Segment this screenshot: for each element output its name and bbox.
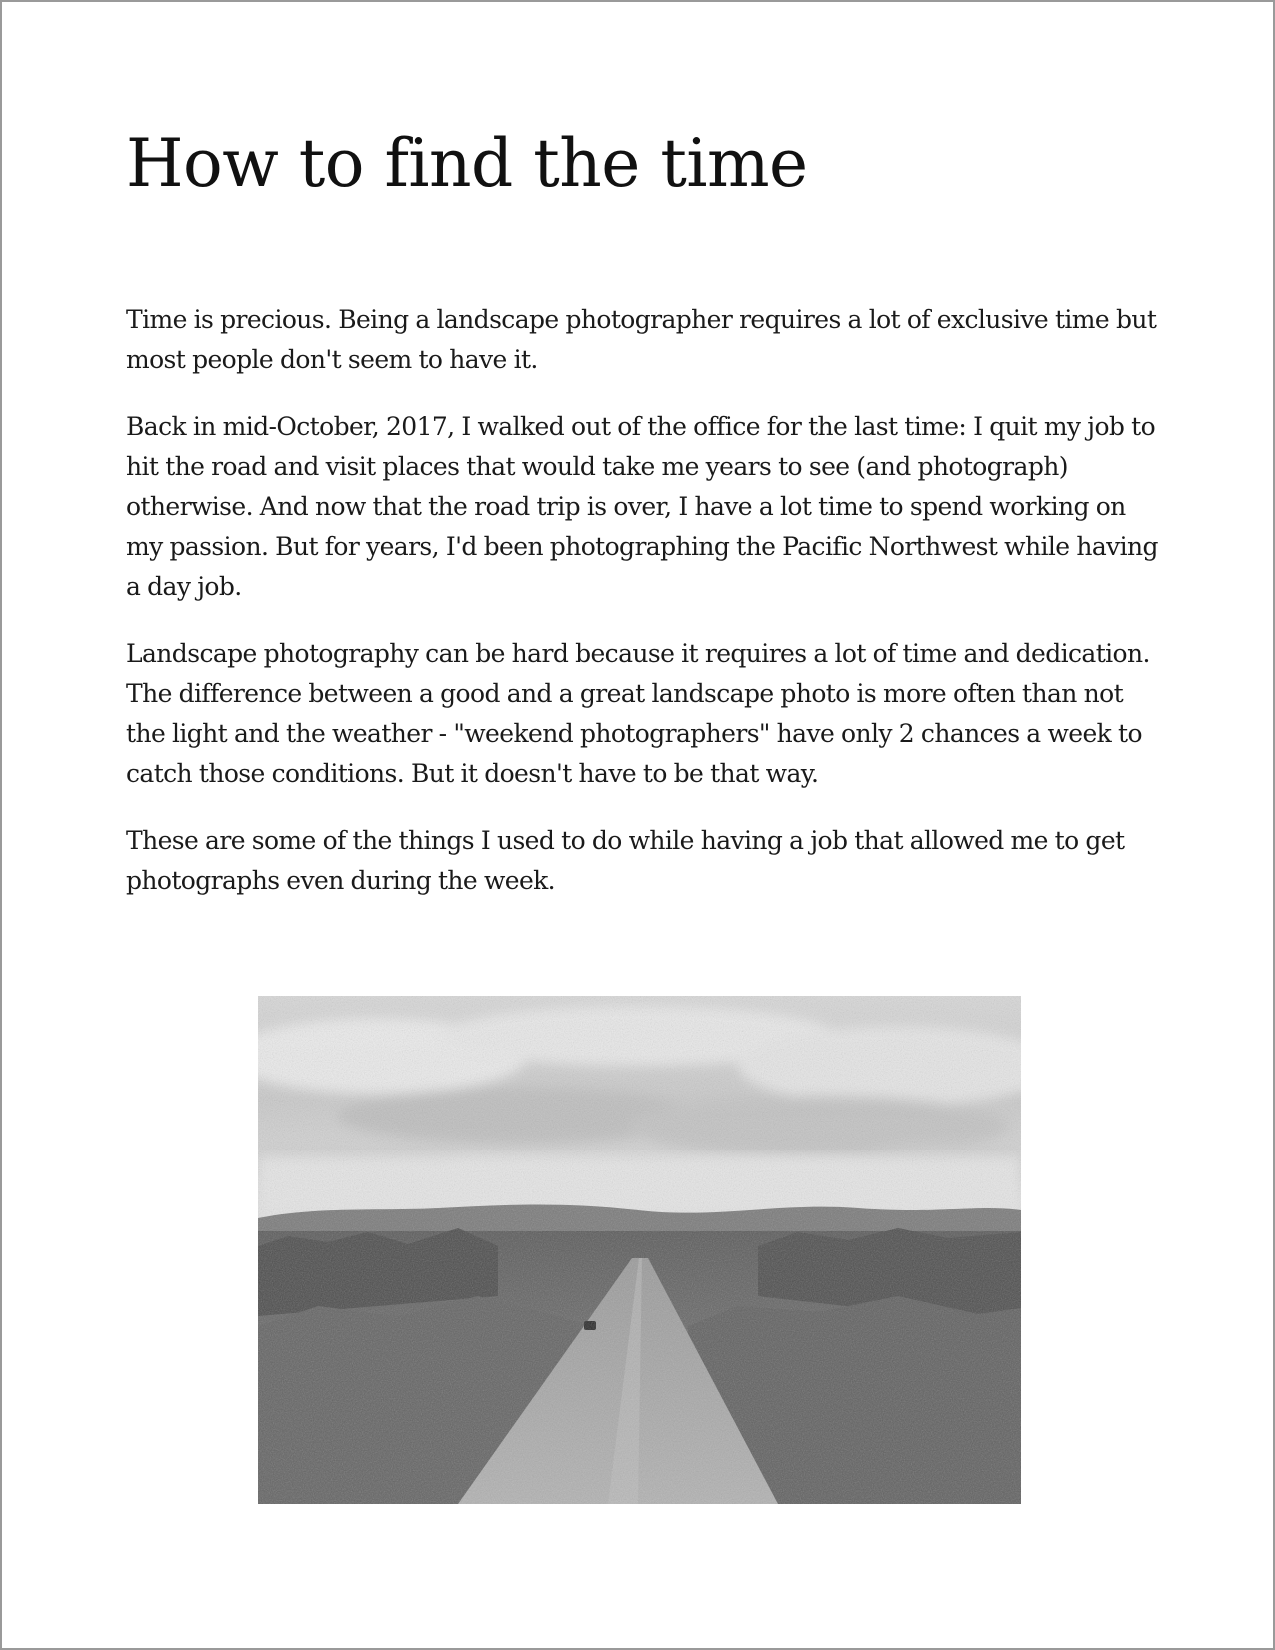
article-body xyxy=(126,300,1166,901)
paragraph-3: Landscape photography can be hard because it requires a lot of time and dedication. The difference between a good and a great landscape photo is more often than not the light and the weather - "weekend photographers" have only 2 chances a week to catch those conditions. But it doesn't have to be that way. xyxy=(126,639,1150,788)
page-title: How to find the time xyxy=(126,125,808,202)
paragraph-2: Back in mid-October, 2017, I walked out of the office for the last time: I quit my job to hit the road and visit places that would take me years to see (and photograph) otherwise. And now that the road trip is over, I have a lot time to spend working on my passion. But for years, I'd been photographing the Pacific Northwest while having a day job. xyxy=(126,412,1158,601)
article xyxy=(126,120,1166,928)
paragraph-1: Time is precious. Being a landscape photographer requires a lot of exclusive time but most people don't seem to have it. xyxy=(126,305,1157,374)
paragraph-4: These are some of the things I used to do while having a job that allowed me to get photographs even during the week. xyxy=(126,826,1125,895)
road-photo-illustration xyxy=(258,996,1021,1504)
landscape-photo xyxy=(258,996,1021,1504)
